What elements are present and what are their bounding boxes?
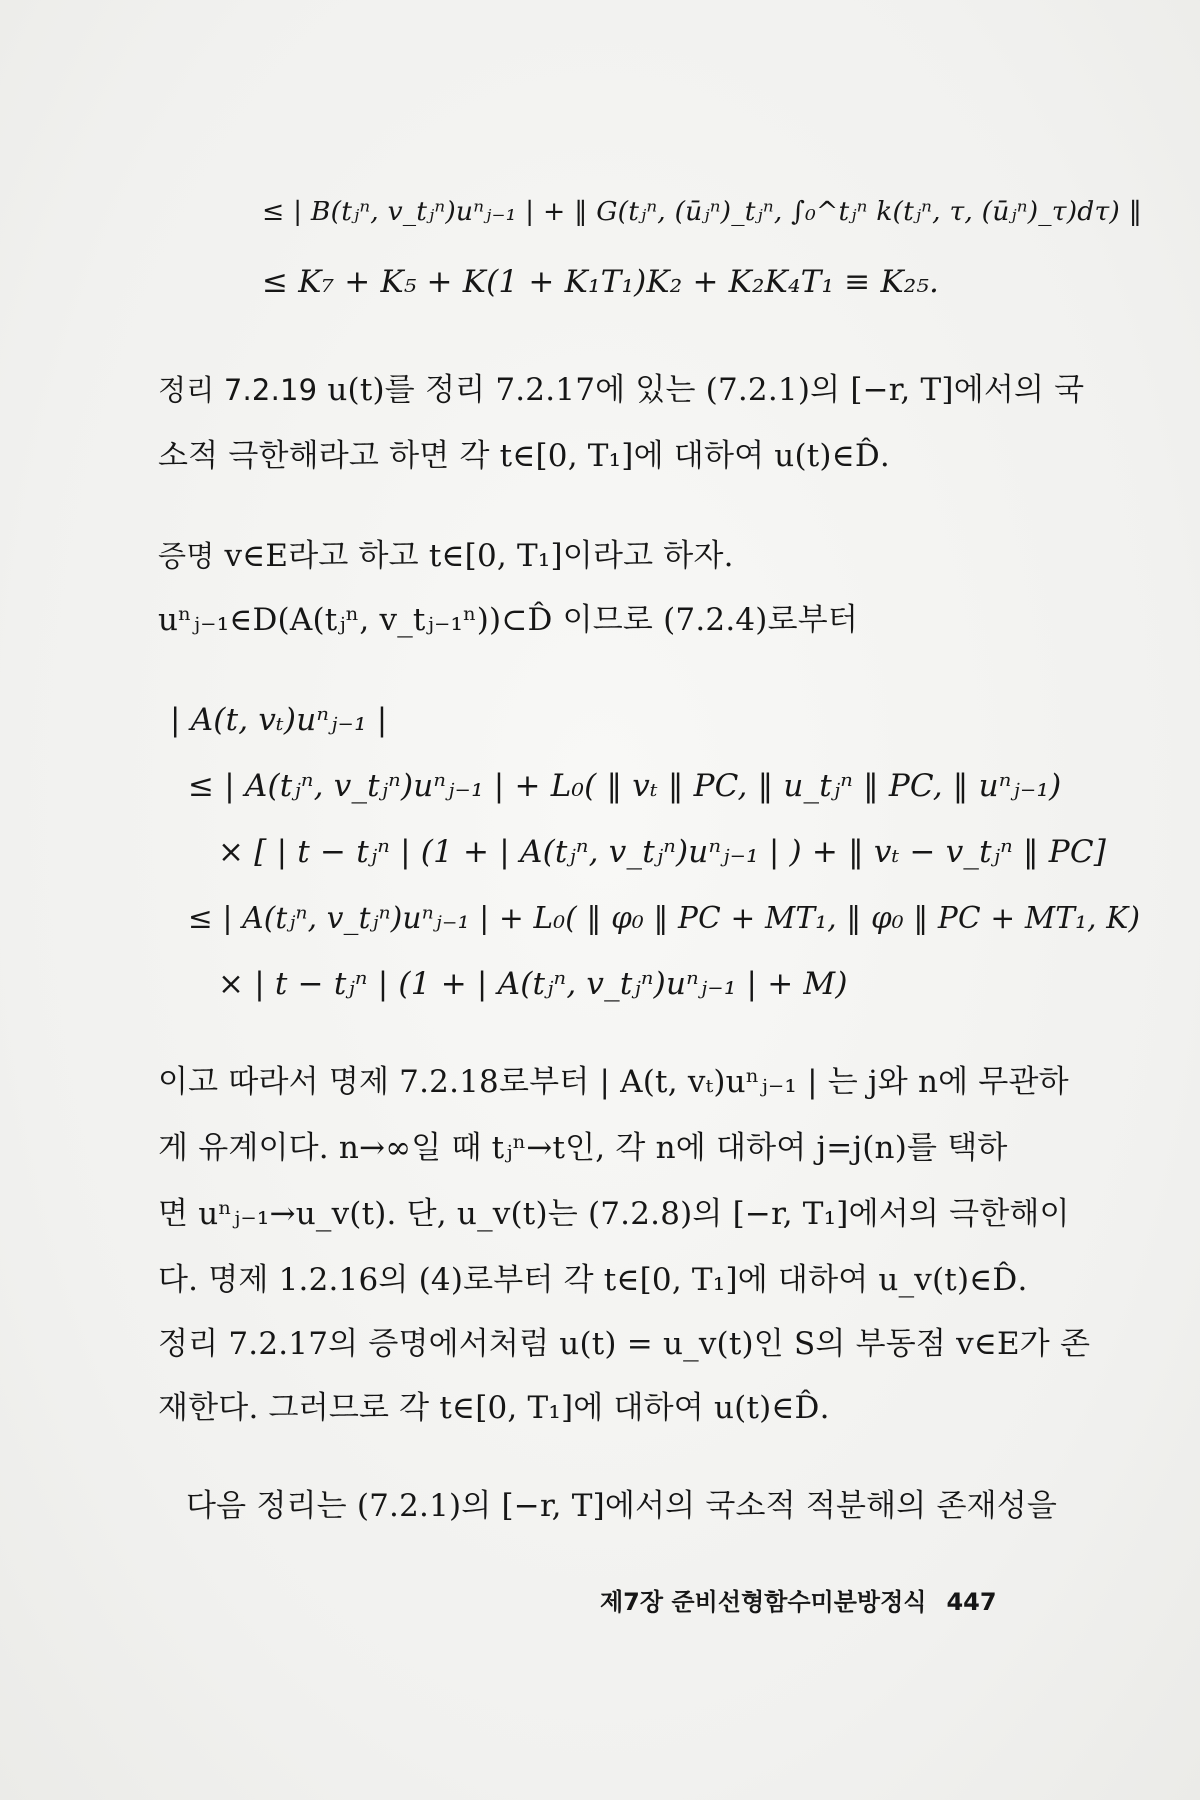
proof-line-2: uⁿⱼ₋₁∈D(A(tⱼⁿ, v_tⱼ₋₁ⁿ))⊂D̂ 이므로 (7.2.4)로부터 [158,602,859,638]
page-number: 447 [946,1588,997,1616]
paragraph-line-5: 정리 7.2.17의 증명에서처럼 u(t) = u_v(t)인 S의 부동점 v∈E가 존 [158,1326,1091,1362]
theorem-statement-line-1 [158,370,1084,410]
display-eq-2: ≤ | A(tⱼⁿ, v_tⱼⁿ)uⁿⱼ₋₁ | + L₀( ‖ vₜ ‖ PC, ‖ u_tⱼⁿ ‖ PC, ‖ uⁿⱼ₋₁) [188,768,1062,804]
closing-line: 다음 정리는 (7.2.1)의 [−r, T]에서의 국소적 적분해의 존재성을 [186,1488,1058,1524]
paragraph-line-3: 면 uⁿⱼ₋₁→u_v(t). 단, u_v(t)는 (7.2.8)의 [−r, T₁]에서의 극한해이 [158,1196,1070,1232]
paragraph-line-2: 게 유계이다. n→∞일 때 tⱼⁿ→t인, 각 n에 대하여 j=j(n)를 택하 [158,1130,1008,1166]
paragraph-line-1: 이고 따라서 명제 7.2.18로부터 | A(t, vₜ)uⁿⱼ₋₁ | 는 j와 n에 무관하 [158,1064,1069,1100]
paragraph-line-4: 다. 명제 1.2.16의 (4)로부터 각 t∈[0, T₁]에 대하여 u_v(t)∈D̂. [158,1262,1028,1298]
theorem-label: 정리 7.2.19 [158,373,318,407]
proof-line-1 [158,536,734,576]
paragraph-line-6: 재한다. 그러므로 각 t∈[0, T₁]에 대하여 u(t)∈D̂. [158,1390,830,1426]
proof-label: 증명 [158,539,215,573]
equation-line-2: ≤ K₇ + K₅ + K(1 + K₁T₁)K₂ + K₂K₄T₁ ≡ K₂₅. [262,264,940,300]
display-eq-1: | A(t, vₜ)uⁿⱼ₋₁ | [170,702,388,738]
equation-line-1: ≤ | B(tⱼⁿ, v_tⱼⁿ)uⁿⱼ₋₁ | + ‖ G(tⱼⁿ, (ūⱼⁿ)_tⱼⁿ, ∫₀^tⱼⁿ k(tⱼⁿ, τ, (ūⱼⁿ)_τ)dτ) ‖ [262,196,1143,227]
proof-intro: v∈E라고 하고 t∈[0, T₁]이라고 하자. [224,538,734,574]
running-footer [600,1582,997,1617]
theorem-text-1: u(t)를 정리 7.2.17에 있는 (7.2.1)의 [−r, T]에서의 국 [327,372,1085,408]
chapter-title: 제7장 준비선형함수미분방정식 [600,1588,927,1616]
display-eq-5: × | t − tⱼⁿ | (1 + | A(tⱼⁿ, v_tⱼⁿ)uⁿⱼ₋₁ | + M) [218,966,848,1002]
display-eq-3: × [ | t − tⱼⁿ | (1 + | A(tⱼⁿ, v_tⱼⁿ)uⁿⱼ₋₁ | ) + ‖ vₜ − v_tⱼⁿ ‖ PC] [218,834,1107,870]
display-eq-4: ≤ | A(tⱼⁿ, v_tⱼⁿ)uⁿⱼ₋₁ | + L₀( ‖ φ₀ ‖ PC + MT₁, ‖ φ₀ ‖ PC + MT₁, K) [188,901,1141,935]
theorem-statement-line-2: 소적 극한해라고 하면 각 t∈[0, T₁]에 대하여 u(t)∈D̂. [158,438,890,474]
